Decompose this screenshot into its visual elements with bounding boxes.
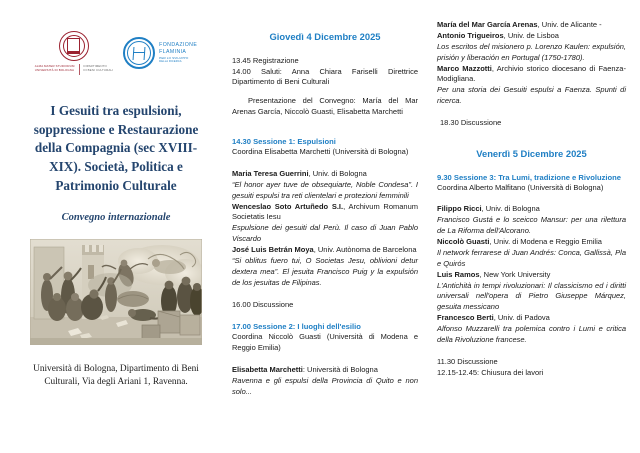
program-column-day1 [222,14,427,447]
unibo-logo-text [35,64,113,75]
session3-chair: Coordina Alberto Malfitano (Università di Bologna) [437,182,604,192]
speaker-name: Maria Teresa Guerrini [232,168,309,178]
talk-speaker [437,237,626,248]
talk-title: Ravenna e gli espulsi della Provincia di Quito e non solo... [232,376,418,396]
flaminia-line1: FONDAZIONE [159,42,198,49]
poster-subtitle: Convegno internazionale [61,211,171,223]
talk-speaker [232,169,418,180]
speaker-affiliation: , Univ. de Alicante - [537,20,602,29]
speaker-name: Luis Ramos [437,269,480,279]
page-title: I Gesuiti tra espulsioni, soppressione e Restaurazione della Compagnia (sec XVIII-XIX). Società, Politica e Patrimonio Culturale [33,103,199,193]
unibo-logo-line2: UNIVERSITÀ DI BOLOGNA [34,68,75,73]
speaker-affiliation: , Univ. de Lisboa [503,30,559,40]
talk-title: Francisco Gustá e lo sceicco Mansur: per una rilettura de La Riforma dell'Alcorano. [437,215,626,236]
unibo-seal-icon [59,31,89,61]
talk-speaker [437,270,626,281]
talk-speaker [437,20,626,31]
speaker-name: Francesco Berti [437,313,494,323]
talk-speaker [437,313,626,324]
day1-presentation: Presentazione del Convegno: María del Mar Arenas García, Niccolò Guasti, Elisabetta Marchetti [232,95,418,116]
session2-chair: Coordina Niccolò Guasti (Università di Modena e Reggio Emilia) [232,332,418,353]
flaminia-line3: PER LO SVILUPPO [159,56,189,61]
speaker-affiliation: , Univ. di Padova [493,313,550,323]
speaker-name: Marco Mazzotti [437,63,492,73]
engraving-artwork [30,239,202,345]
speaker-name: Wenceslao Soto Artuñedo S.I. [232,201,344,211]
speaker-affiliation: , Univ. di Bologna [481,204,540,214]
flaminia-line4: DELLA RICERCA [159,60,182,64]
unibo-logo-line1: ALMA MATER STUDIORUM [34,64,75,68]
speaker-affiliation: , Univ. di Bologna [308,168,367,178]
talk-speaker [437,64,626,86]
closing-remarks: 12.15-12.45: Chiusura dei lavori [437,367,544,377]
talk-title: Los escritos del misionero p. Lorenzo Kaulen: expulsión, prisión y liberación en Portugal (1750-1780). [437,41,626,62]
flaminia-line2: FLAMINIA [159,49,187,56]
unibo-dept-line1: DIPARTIMENTO [83,64,107,68]
venue-address: Università di Bologna, Dipartimento di Beni Culturali, Via degli Ariani 1, Ravenna. [33,363,199,388]
fondazione-flaminia-logo [123,37,197,69]
speaker-affiliation: , Univ. di Modena e Reggio Emilia [489,237,602,246]
speaker-affiliation: , Archivum Romanum Societatis Iesu [232,201,418,222]
unibo-logo [35,31,113,75]
speaker-affiliation: , Univ. Autònoma de Barcelona [313,245,417,254]
talk-title: “Si oblitus fuero tui, O Societas Jesu, oblivioni detur dextera mea”. El jesuita Francisco Puig y la expulsión de los jesuitas de Filipinas. [232,255,418,287]
talk-title: “El honor ayer tuve de obsequiarte, Noble Condesa”. I gesuiti espulsi tra reti clientelari e protezioni femminili [232,179,418,200]
speaker-affiliation: , New York University [479,269,551,279]
poster-left-column [10,14,222,447]
talk-speaker [437,204,626,215]
session1-heading: 14.30 Sessione 1: Espulsioni [232,137,336,146]
speaker-affiliation: : Università di Bologna [302,365,378,375]
speaker-name: María del Mar García Arenas [437,20,538,29]
speaker-affiliation: , Archivio storico diocesano di Faenza-Modigliana. [437,63,626,84]
session3-discussion: 11.30 Discussione [437,356,498,366]
session1-chair: Coordina Elisabetta Marchetti (Università di Bologna) [232,147,409,156]
speaker-name: Niccolò Guasti [437,237,490,246]
historical-engraving-image [30,239,202,345]
day1-greetings: 14.00 Saluti: Anna Chiara Fariselli Direttrice Dipartimento di Beni Culturali [232,66,418,87]
talk-title: Il network ferrarese di Juan Andrés: Conca, Gallissà, Pla e Quirós [437,247,626,268]
talk-title: Espulsione dei gesuiti dal Perù. Il caso di Juan Pablo Viscardo [232,223,418,244]
logo-divider [79,64,80,75]
session2-heading: 17.00 Sessione 2: I luoghi dell'esilio [232,322,361,332]
speaker-name: Antonio Trigueiros [437,30,504,40]
program-column-day2 [427,14,632,447]
session2-discussion: 18.30 Discussione [440,118,502,127]
speaker-name: Filippo Ricci [437,204,482,214]
day1-registration: 13.45 Registrazione [232,55,299,65]
flaminia-logo-text [159,42,197,64]
day2-heading: Venerdì 5 Dicembre 2025 [476,147,587,159]
unibo-dept-line2: DI BENI CULTURALI [83,68,114,73]
flaminia-seal-icon [123,37,155,69]
talk-speaker [232,202,418,224]
talk-speaker [232,245,418,256]
talk-speaker-secondary [437,31,626,42]
talk-title: L'Antichità in tempi rivoluzionari: Il classicismo ed i diritti universali nell'opera di Pietro Giuseppe Márquez, gesuita messicano [437,280,626,312]
session1-discussion: 16.00 Discussione [232,299,294,309]
talk-title: Alfonso Muzzarelli tra polemica contro i Lumi e critica della Rivoluzione francese. [437,324,626,344]
logo-row [16,24,216,82]
talk-title: Per una storia dei Gesuiti espulsi a Faenza. Spunti di ricerca. [437,85,626,106]
speaker-name: José Luis Betrán Moya [232,245,314,254]
talk-speaker [232,365,418,376]
speaker-name: Elisabetta Marchetti [232,365,303,375]
day1-heading: Giovedì 4 Dicembre 2025 [269,31,381,42]
session3-heading: 9.30 Sessione 3: Tra Lumi, tradizione e Rivoluzione [437,172,621,182]
